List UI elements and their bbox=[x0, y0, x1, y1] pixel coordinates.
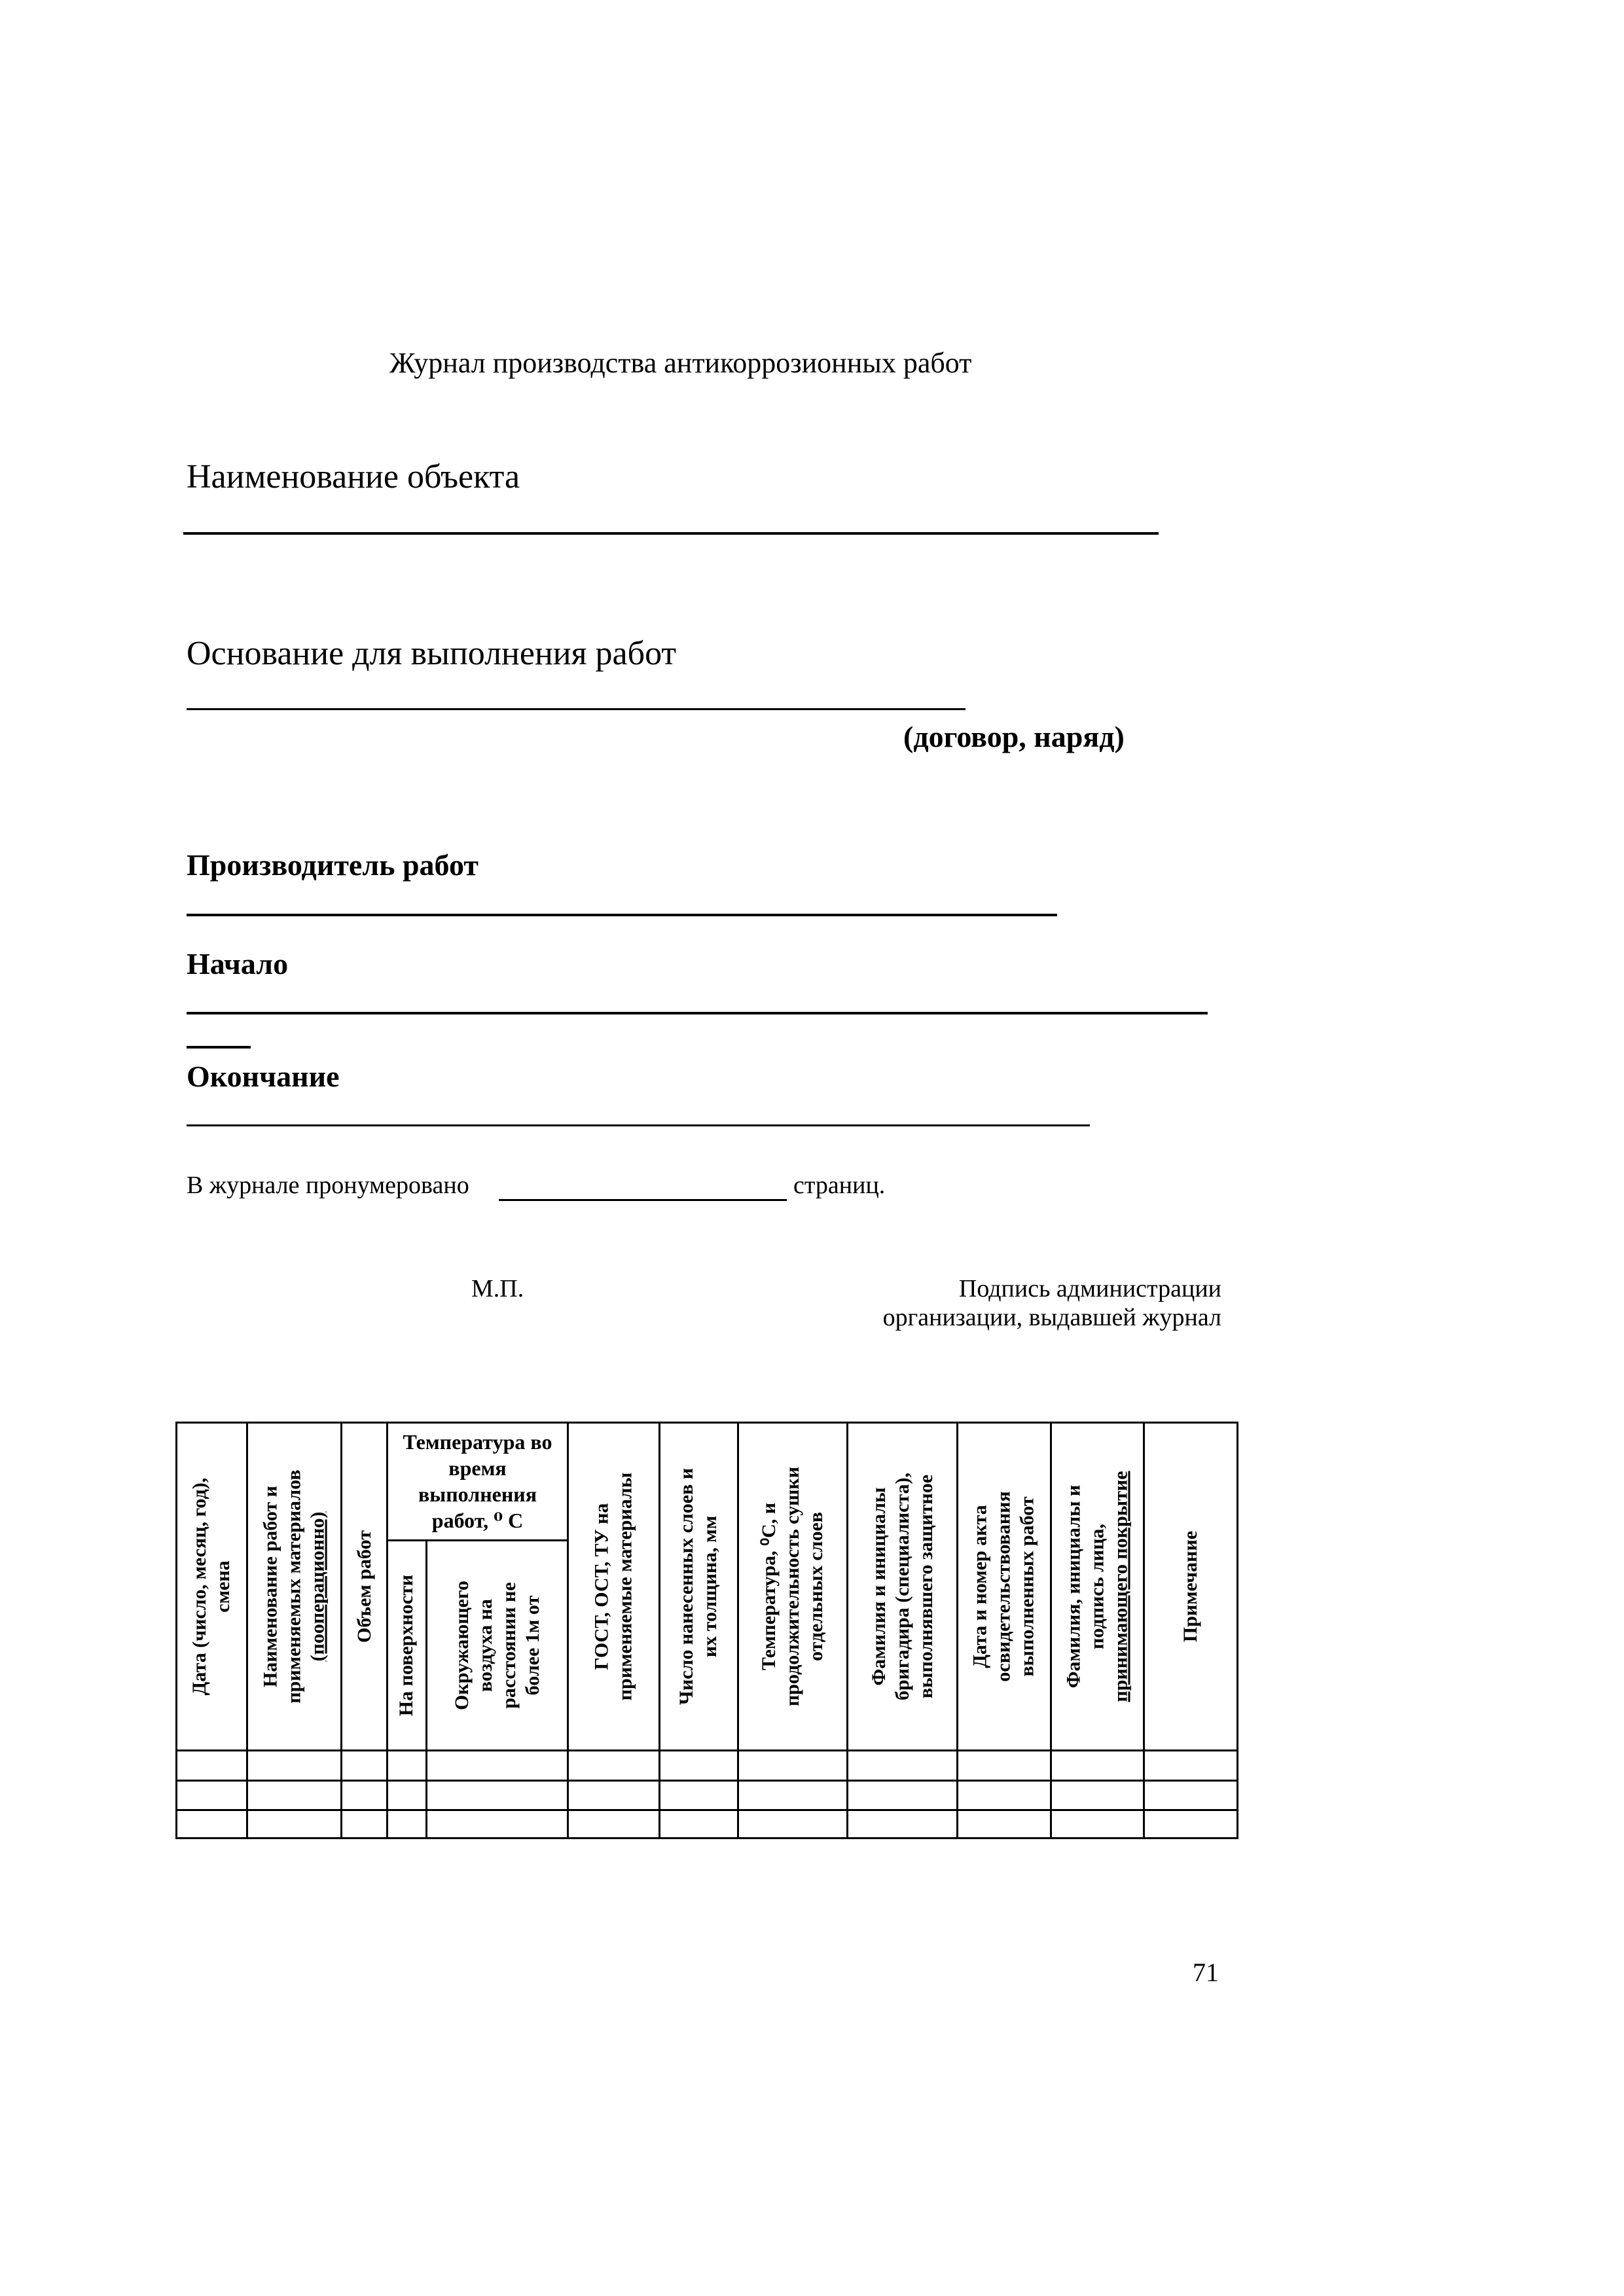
col-header-act: Дата и номер акта освидетельствования выполненных работ bbox=[969, 1491, 1038, 1682]
col-header-works-materials: Наименование работ и применяемых материалов (пооперационно) bbox=[259, 1469, 329, 1704]
signature-line-2: организации, выдавшей журнал bbox=[882, 1304, 1221, 1331]
col-header-date: Дата (число, месяц, год), смена bbox=[189, 1477, 234, 1696]
end-field-line[interactable] bbox=[187, 1124, 1090, 1126]
col-header-volume: Объем работ bbox=[353, 1530, 375, 1643]
basis-field-line[interactable] bbox=[187, 708, 965, 710]
producer-label: Производитель работ bbox=[187, 848, 478, 882]
start-field-line-continued bbox=[187, 1046, 251, 1049]
table-row[interactable] bbox=[175, 1811, 1238, 1837]
col-header-layers: Число нанесенных слоев и их толщина, мм bbox=[676, 1467, 721, 1706]
pages-prefix: В журнале пронумеровано bbox=[187, 1172, 469, 1199]
col-header-note: Примечание bbox=[1180, 1530, 1201, 1643]
table-row[interactable] bbox=[175, 1782, 1238, 1809]
start-label: Начало bbox=[187, 947, 289, 980]
col-header-foreman: Фамилия и инициалы бригадира (специалиста), выполнявшего защитное bbox=[867, 1472, 937, 1701]
end-label: Окончание bbox=[187, 1060, 340, 1093]
producer-field-line[interactable] bbox=[187, 914, 1057, 916]
document-title: Журнал производства антикоррозионных работ bbox=[389, 347, 972, 379]
col-header-air-temp: Окружающего воздуха на расстоянии не более 1м от bbox=[450, 1581, 543, 1710]
pages-count-field-line[interactable] bbox=[499, 1199, 787, 1201]
stamp-mark: М.П. bbox=[471, 1275, 524, 1302]
col-header-drying: Температура, ⁰С, и продолжительность сушки отдельных слоев bbox=[758, 1466, 827, 1707]
col-header-standards: ГОСТ, ОСТ, ТУ на применяемые материалы bbox=[590, 1472, 636, 1701]
basis-label: Основание для выполнения работ bbox=[187, 635, 677, 672]
col-header-acceptor: Фамилия, инициалы и подпись лица, принимающего покрытие bbox=[1062, 1471, 1132, 1702]
object-field-line[interactable] bbox=[183, 532, 1159, 535]
pages-suffix: страниц. bbox=[793, 1172, 886, 1199]
basis-hint: (договор, наряд) bbox=[903, 720, 1125, 753]
object-label: Наименование объекта bbox=[187, 458, 520, 495]
works-log-table bbox=[175, 1422, 1238, 1839]
table-bottom-border bbox=[175, 1837, 1238, 1839]
page-number: 71 bbox=[1193, 1958, 1219, 1987]
table-row[interactable] bbox=[175, 1751, 1238, 1780]
col-header-surface-temp: На поверхности bbox=[395, 1574, 418, 1717]
signature-line-1: Подпись администрации bbox=[958, 1275, 1221, 1302]
start-field-line[interactable] bbox=[187, 1012, 1208, 1014]
temperature-group-header: Температура во время выполнения работ, ⁰ С bbox=[403, 1430, 552, 1532]
